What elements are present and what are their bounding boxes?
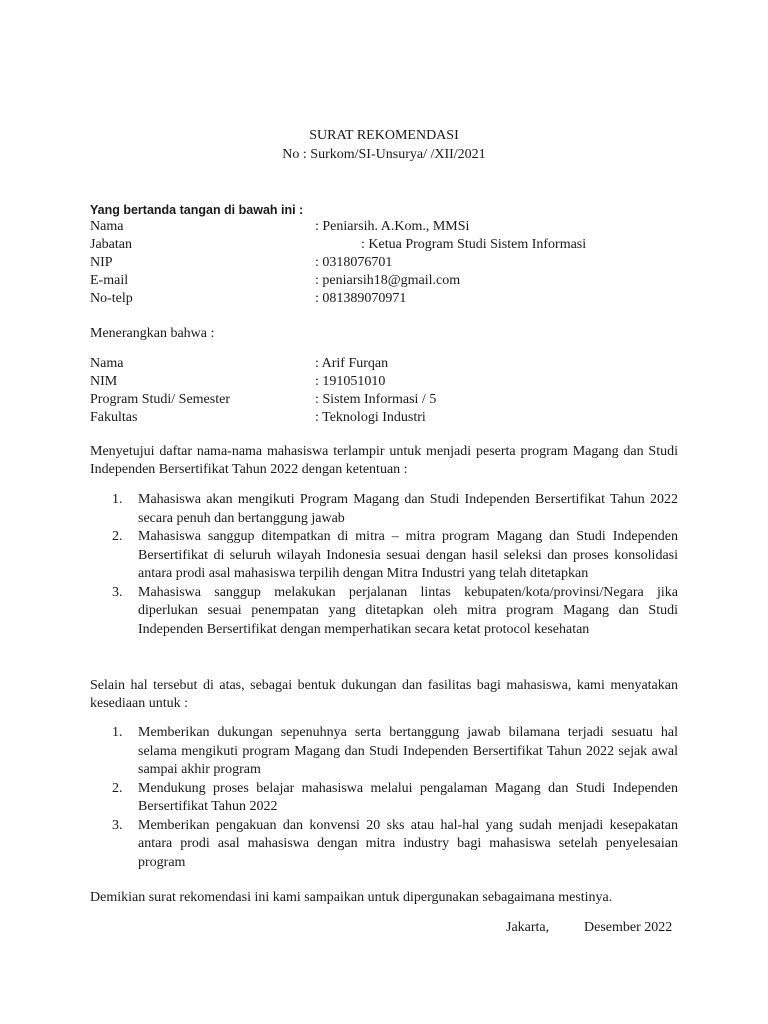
list-item-text: Memberikan dukungan sepenuhnya serta bertanggung jawab bilamana terjadi sesuatu hal selama mengikuti program Magang dan Studi Independen Bersertifikat Tahun 2022 sejak awal sampai akhir program xyxy=(138,725,678,777)
signer-position-value: : Ketua Program Studi Sistem Informasi xyxy=(361,237,587,252)
support-paragraph: Selain hal tersebut di atas, sebagai bentuk dukungan dan fasilitas bagi mahasiswa, kami menyatakan kesediaan untuk : xyxy=(90,678,678,711)
signer-position-label: Jabatan xyxy=(90,237,132,252)
student-nim-value: : 191051010 xyxy=(315,374,386,389)
list-item-text: Mendukung proses belajar mahasiswa melalui pengalaman Magang dan Studi Independen Bersertifikat Tahun 2022 xyxy=(138,780,678,814)
list-item xyxy=(90,491,678,528)
list-item-number: 1. xyxy=(112,492,123,507)
list-item-number: 2. xyxy=(112,780,123,796)
signer-nip-value: : 0318076701 xyxy=(315,255,393,270)
signer-intro: Yang bertanda tangan di bawah ini : xyxy=(90,203,304,217)
support-list xyxy=(90,724,678,872)
list-item xyxy=(90,584,678,640)
signer-email-value: : peniarsih18@gmail.com xyxy=(315,273,461,288)
signer-nip-label: NIP xyxy=(90,255,113,270)
letter-number: No : Surkom/SI-Unsurya/ /XII/2021 xyxy=(282,147,486,162)
closing-text: Demikian surat rekomendasi ini kami sampaikan untuk dipergunakan sebagaimana mestinya. xyxy=(90,890,613,905)
list-item-text: Mahasiswa akan mengikuti Program Magang dan Studi Independen Bersertifikat Tahun 2022 secara penuh dan bertanggung jawab xyxy=(138,492,678,526)
approval-paragraph: Menyetujui daftar nama-nama mahasiswa terlampir untuk menjadi peserta program Magang dan Studi Independen Bersertifikat Tahun 2022 dengan ketentuan : xyxy=(90,444,678,477)
list-item xyxy=(90,528,678,584)
student-name-label: Nama xyxy=(90,356,124,371)
signer-email-label: E-mail xyxy=(90,273,129,288)
student-faculty-label: Fakultas xyxy=(90,410,138,425)
signer-name-value: : Peniarsih. A.Kom., MMSi xyxy=(315,219,470,234)
date-text: Desember 2022 xyxy=(584,920,673,935)
list-item-text: Memberikan pengakuan dan konvensi 20 sks atau hal-hal yang sudah menjadi kesepakatan antara prodi asal mahasiswa dengan mitra industry bagi mahasiswa setelah penyelesaian program xyxy=(138,817,678,870)
signer-name-label: Nama xyxy=(90,219,124,234)
list-item-number: 1. xyxy=(112,725,123,740)
place-text: Jakarta, xyxy=(506,920,550,935)
statement-text: Menerangkan bahwa : xyxy=(90,326,215,341)
student-program-value: : Sistem Informasi / 5 xyxy=(315,392,437,407)
approval-list xyxy=(90,491,678,639)
list-item-number: 3. xyxy=(112,817,123,833)
list-item-number: 3. xyxy=(112,584,123,600)
list-item-text: Mahasiswa sanggup melakukan perjalanan lintas kebupaten/kota/provinsi/Negara jika diperlukan sesuai penempatan yang ditetapkan oleh mitra program Magang dan Studi Independen Bersertifikat dengan memperhatikan secara ketat protocol kesehatan xyxy=(138,584,678,637)
student-name-value: : Arif Furqan xyxy=(315,356,389,371)
list-item-number: 2. xyxy=(112,529,123,544)
student-nim-label: NIM xyxy=(90,374,118,389)
list-item xyxy=(90,780,678,817)
list-item xyxy=(90,724,678,780)
letter-title: SURAT REKOMENDASI xyxy=(309,128,459,143)
list-item-text: Mahasiswa sanggup ditempatkan di mitra – mitra program Magang dan Studi Independen Bersertifikat di seluruh wilayah Indonesia sesuai dengan hasil seleksi dan proses konsolidasi antara prodi asal mahasiswa terpilih dengan Mitra Industri yang telah ditetapkan xyxy=(138,529,678,581)
signer-phone-value: : 081389070971 xyxy=(315,291,407,306)
student-program-label: Program Studi/ Semester xyxy=(90,392,230,407)
student-faculty-value: : Teknologi Industri xyxy=(315,410,426,425)
signer-phone-label: No-telp xyxy=(90,291,133,306)
list-item xyxy=(90,817,678,873)
